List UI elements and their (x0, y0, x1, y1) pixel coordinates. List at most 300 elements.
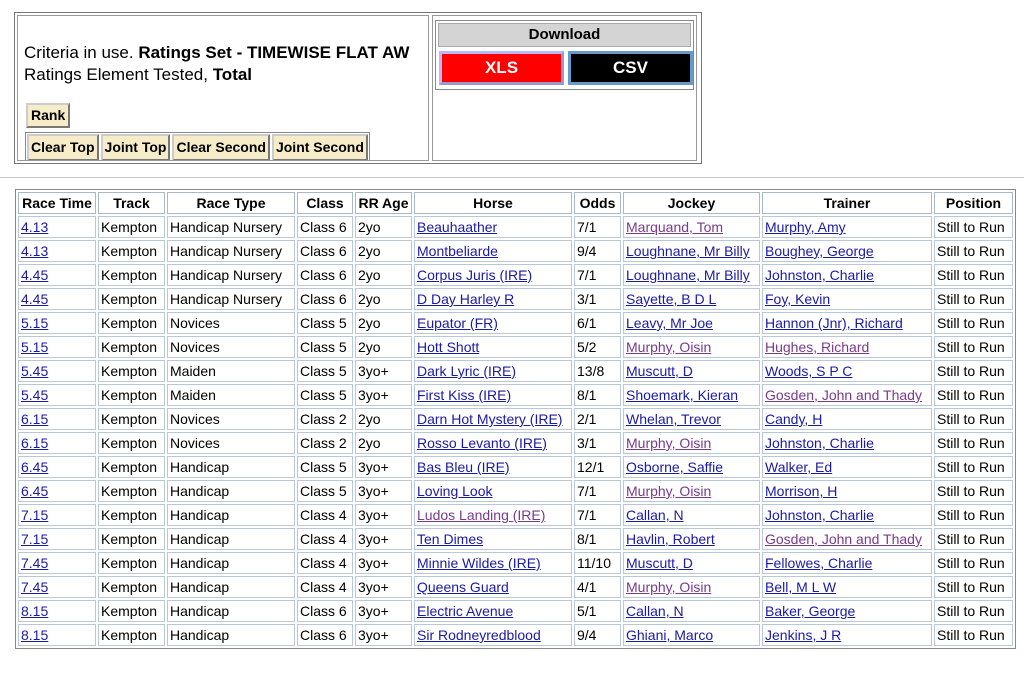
trainer-cell (762, 264, 932, 286)
track-cell: Kempton (98, 600, 165, 622)
trainer-cell (762, 312, 932, 334)
race-time-cell (18, 600, 96, 622)
race-time-link[interactable]: 5.45 (21, 363, 49, 379)
class-cell: Class 5 (297, 384, 353, 406)
race-time-link[interactable]: 6.45 (21, 483, 49, 499)
class-cell: Class 4 (297, 528, 353, 550)
horse-cell (414, 600, 572, 622)
table-row (18, 432, 1013, 454)
odds-cell: 11/10 (574, 552, 621, 574)
trainer-link[interactable]: Foy, Kevin (765, 291, 831, 307)
odds-cell: 9/4 (574, 624, 621, 646)
position-cell: Still to Run (934, 240, 1013, 262)
trainer-link[interactable]: Jenkins, J R (765, 627, 842, 643)
rr-age-cell: 3yo+ (355, 576, 412, 598)
race-type-cell: Maiden (167, 384, 295, 406)
rr-age-cell: 2yo (355, 288, 412, 310)
track-cell: Kempton (98, 576, 165, 598)
jockey-cell (623, 528, 760, 550)
position-cell: Still to Run (934, 216, 1013, 238)
horse-cell (414, 624, 572, 646)
race-type-cell: Novices (167, 336, 295, 358)
horse-link[interactable]: Queens Guard (417, 579, 509, 595)
odds-cell: 6/1 (574, 312, 621, 334)
rr-age-cell: 2yo (355, 216, 412, 238)
race-time-link[interactable]: 6.15 (21, 435, 49, 451)
table-row (18, 528, 1013, 550)
jockey-cell (623, 264, 760, 286)
horse-cell (414, 432, 572, 454)
jockey-link[interactable]: Muscutt, D (626, 363, 693, 379)
horse-cell (414, 408, 572, 430)
results-table-body (18, 216, 1013, 646)
trainer-cell (762, 504, 932, 526)
jockey-link[interactable]: Havlin, Robert (626, 531, 715, 547)
race-time-link[interactable]: 4.45 (21, 267, 49, 283)
horse-cell (414, 240, 572, 262)
jockey-link[interactable]: Callan, N (626, 507, 684, 523)
rr-age-cell: 3yo+ (355, 384, 412, 406)
results-table-container (15, 189, 1016, 649)
odds-cell: 12/1 (574, 456, 621, 478)
element-value: Total (212, 65, 253, 84)
jockey-link[interactable]: Murphy, Oisin (626, 483, 712, 499)
jockey-cell (623, 288, 760, 310)
jockey-link[interactable]: Leavy, Mr Joe (626, 315, 713, 331)
trainer-link[interactable]: Walker, Ed (765, 459, 833, 475)
race-time-cell (18, 576, 96, 598)
race-type-cell: Handicap (167, 576, 295, 598)
class-cell: Class 4 (297, 504, 353, 526)
odds-cell: 3/1 (574, 432, 621, 454)
race-type-cell: Handicap Nursery (167, 264, 295, 286)
race-type-cell: Maiden (167, 360, 295, 382)
class-cell: Class 4 (297, 552, 353, 574)
race-time-link[interactable]: 7.45 (21, 579, 49, 595)
track-cell: Kempton (98, 216, 165, 238)
rr-age-cell: 3yo+ (355, 504, 412, 526)
trainer-link[interactable]: Boughey, George (765, 243, 874, 259)
clear-second-button[interactable]: Clear Second (172, 134, 269, 161)
header-horse: Horse (414, 192, 572, 214)
trainer-cell (762, 336, 932, 358)
odds-cell: 8/1 (574, 384, 621, 406)
race-time-link[interactable]: 6.15 (21, 411, 49, 427)
track-cell: Kempton (98, 552, 165, 574)
position-cell: Still to Run (934, 624, 1013, 646)
race-type-cell: Handicap (167, 456, 295, 478)
header-position: Position (934, 192, 1013, 214)
track-cell: Kempton (98, 288, 165, 310)
jockey-link[interactable]: Shoemark, Kieran (626, 387, 739, 403)
trainer-link[interactable]: Johnston, Charlie (765, 435, 874, 451)
horse-cell (414, 504, 572, 526)
table-row (18, 456, 1013, 478)
class-cell: Class 5 (297, 360, 353, 382)
jockey-cell (623, 384, 760, 406)
class-cell: Class 6 (297, 288, 353, 310)
horse-link[interactable]: Dark Lyric (IRE) (417, 363, 517, 379)
trainer-cell (762, 288, 932, 310)
race-time-cell (18, 480, 96, 502)
trainer-link[interactable]: Fellowes, Charlie (765, 555, 873, 571)
download-csv-button[interactable]: CSV (568, 51, 693, 85)
odds-cell: 8/1 (574, 528, 621, 550)
race-type-cell: Handicap Nursery (167, 240, 295, 262)
race-time-cell (18, 312, 96, 334)
trainer-cell (762, 552, 932, 574)
position-cell: Still to Run (934, 504, 1013, 526)
rr-age-cell: 3yo+ (355, 552, 412, 574)
track-cell: Kempton (98, 456, 165, 478)
horse-cell (414, 336, 572, 358)
position-cell: Still to Run (934, 288, 1013, 310)
joint-second-button[interactable]: Joint Second (272, 134, 368, 161)
download-panel (435, 20, 694, 90)
race-type-cell: Handicap (167, 600, 295, 622)
race-time-cell (18, 384, 96, 406)
trainer-link[interactable]: Johnston, Charlie (765, 267, 874, 283)
jockey-link[interactable]: Loughnane, Mr Billy (626, 243, 750, 259)
race-type-cell: Novices (167, 312, 295, 334)
position-cell: Still to Run (934, 552, 1013, 574)
criteria-label: Criteria in use. (24, 43, 139, 62)
track-cell: Kempton (98, 480, 165, 502)
class-cell: Class 4 (297, 576, 353, 598)
class-cell: Class 6 (297, 264, 353, 286)
class-cell: Class 5 (297, 480, 353, 502)
trainer-cell (762, 408, 932, 430)
jockey-cell (623, 336, 760, 358)
jockey-link[interactable]: Marquand, Tom (626, 219, 724, 235)
odds-cell: 2/1 (574, 408, 621, 430)
table-row (18, 480, 1013, 502)
race-time-cell (18, 336, 96, 358)
horse-link[interactable]: D Day Harley R (417, 291, 515, 307)
jockey-link[interactable]: Murphy, Oisin (626, 435, 712, 451)
race-time-cell (18, 528, 96, 550)
trainer-cell (762, 360, 932, 382)
horse-link[interactable]: Ten Dimes (417, 531, 484, 547)
trainer-link[interactable]: Hannon (Jnr), Richard (765, 315, 903, 331)
horse-link[interactable]: Minnie Wildes (IRE) (417, 555, 541, 571)
odds-cell: 9/4 (574, 240, 621, 262)
track-cell: Kempton (98, 528, 165, 550)
trainer-link[interactable]: Candy, H (765, 411, 823, 427)
trainer-link[interactable]: Murphy, Amy (765, 219, 846, 235)
horse-link[interactable]: Montbeliarde (417, 243, 498, 259)
download-section (432, 15, 697, 161)
track-cell: Kempton (98, 432, 165, 454)
track-cell: Kempton (98, 240, 165, 262)
race-time-cell (18, 552, 96, 574)
odds-cell: 7/1 (574, 216, 621, 238)
table-row (18, 384, 1013, 406)
table-row (18, 216, 1013, 238)
odds-cell: 7/1 (574, 504, 621, 526)
jockey-link[interactable]: Loughnane, Mr Billy (626, 267, 750, 283)
rank-button[interactable]: Rank (26, 103, 70, 128)
table-row (18, 552, 1013, 574)
trainer-link[interactable]: Johnston, Charlie (765, 507, 874, 523)
horse-cell (414, 384, 572, 406)
rr-age-cell: 3yo+ (355, 600, 412, 622)
horse-link[interactable]: First Kiss (IRE) (417, 387, 512, 403)
header-race-time: Race Time (18, 192, 96, 214)
race-time-link[interactable]: 7.15 (21, 507, 49, 523)
position-cell: Still to Run (934, 312, 1013, 334)
table-row (18, 408, 1013, 430)
rr-age-cell: 3yo+ (355, 528, 412, 550)
element-label: Ratings Element Tested, (24, 65, 213, 84)
position-cell: Still to Run (934, 336, 1013, 358)
header-class: Class (297, 192, 353, 214)
race-type-cell: Novices (167, 432, 295, 454)
position-cell: Still to Run (934, 456, 1013, 478)
horse-link[interactable]: Darn Hot Mystery (IRE) (417, 411, 563, 427)
horse-link[interactable]: Beauhaather (417, 219, 498, 235)
race-type-cell: Handicap (167, 624, 295, 646)
race-time-link[interactable]: 8.15 (21, 603, 49, 619)
trainer-link[interactable]: Gosden, John and Thady (765, 531, 922, 547)
results-table (15, 189, 1016, 649)
jockey-cell (623, 504, 760, 526)
class-cell: Class 5 (297, 456, 353, 478)
rr-age-cell: 2yo (355, 312, 412, 334)
rr-age-cell: 2yo (355, 432, 412, 454)
header-track: Track (98, 192, 165, 214)
odds-cell: 5/2 (574, 336, 621, 358)
class-cell: Class 2 (297, 432, 353, 454)
position-cell: Still to Run (934, 360, 1013, 382)
odds-cell: 5/1 (574, 600, 621, 622)
class-cell: Class 6 (297, 600, 353, 622)
jockey-cell (623, 408, 760, 430)
trainer-link[interactable]: Hughes, Richard (765, 339, 870, 355)
header-race-type: Race Type (167, 192, 295, 214)
horse-link[interactable]: Sir Rodneyredblood (417, 627, 541, 643)
jockey-link[interactable]: Osborne, Saffie (626, 459, 724, 475)
download-title: Download (438, 23, 691, 47)
table-row (18, 312, 1013, 334)
race-time-link[interactable]: 4.13 (21, 219, 49, 235)
horse-cell (414, 480, 572, 502)
trainer-cell (762, 576, 932, 598)
class-cell: Class 5 (297, 336, 353, 358)
jockey-link[interactable]: Murphy, Oisin (626, 579, 712, 595)
position-cell: Still to Run (934, 528, 1013, 550)
jockey-link[interactable]: Whelan, Trevor (626, 411, 721, 427)
odds-cell: 13/8 (574, 360, 621, 382)
rr-age-cell: 2yo (355, 336, 412, 358)
clear-top-button[interactable]: Clear Top (27, 134, 99, 161)
race-type-cell: Handicap (167, 480, 295, 502)
trainer-cell (762, 528, 932, 550)
race-time-link[interactable]: 4.13 (21, 243, 49, 259)
table-row (18, 600, 1013, 622)
jockey-cell (623, 312, 760, 334)
track-cell: Kempton (98, 624, 165, 646)
horse-link[interactable]: Hott Shott (417, 339, 480, 355)
race-time-cell (18, 360, 96, 382)
race-type-cell: Novices (167, 408, 295, 430)
odds-cell: 3/1 (574, 288, 621, 310)
position-cell: Still to Run (934, 408, 1013, 430)
criteria-line-element (24, 64, 409, 86)
jockey-link[interactable]: Callan, N (626, 603, 684, 619)
odds-cell: 7/1 (574, 264, 621, 286)
horse-cell (414, 288, 572, 310)
odds-cell: 4/1 (574, 576, 621, 598)
horse-cell (414, 552, 572, 574)
trainer-cell (762, 216, 932, 238)
table-row (18, 360, 1013, 382)
rr-age-cell: 2yo (355, 264, 412, 286)
horse-link[interactable]: Bas Bleu (IRE) (417, 459, 510, 475)
jockey-cell (623, 600, 760, 622)
jockey-cell (623, 576, 760, 598)
race-time-link[interactable]: 5.15 (21, 315, 49, 331)
jockey-cell (623, 240, 760, 262)
horse-link[interactable]: Rosso Levanto (IRE) (417, 435, 547, 451)
criteria-panel (14, 12, 702, 164)
jockey-cell (623, 432, 760, 454)
download-xls-button[interactable]: XLS (439, 51, 564, 85)
criteria-text (24, 42, 409, 86)
trainer-link[interactable]: Baker, George (765, 603, 856, 619)
track-cell: Kempton (98, 504, 165, 526)
track-cell: Kempton (98, 336, 165, 358)
horse-cell (414, 360, 572, 382)
table-row (18, 288, 1013, 310)
track-cell: Kempton (98, 312, 165, 334)
table-header-row (18, 192, 1013, 214)
trainer-link[interactable]: Woods, S P C (765, 363, 853, 379)
class-cell: Class 6 (297, 216, 353, 238)
track-cell: Kempton (98, 408, 165, 430)
jockey-link[interactable]: Sayette, B D L (626, 291, 717, 307)
race-time-link[interactable]: 7.45 (21, 555, 49, 571)
horse-cell (414, 576, 572, 598)
rr-age-cell: 3yo+ (355, 360, 412, 382)
track-cell: Kempton (98, 360, 165, 382)
race-time-cell (18, 624, 96, 646)
horse-cell (414, 528, 572, 550)
position-cell: Still to Run (934, 264, 1013, 286)
horse-link[interactable]: Corpus Juris (IRE) (417, 267, 533, 283)
rr-age-cell: 3yo+ (355, 480, 412, 502)
race-time-cell (18, 456, 96, 478)
jockey-cell (623, 624, 760, 646)
trainer-link[interactable]: Gosden, John and Thady (765, 387, 922, 403)
horse-link[interactable]: Electric Avenue (417, 603, 514, 619)
separator-line (0, 177, 1024, 178)
trainer-link[interactable]: Bell, M L W (765, 579, 837, 595)
trainer-cell (762, 432, 932, 454)
race-time-link[interactable]: 5.45 (21, 387, 49, 403)
criteria-line-ratings-set (24, 42, 409, 64)
rr-age-cell: 2yo (355, 240, 412, 262)
table-row (18, 264, 1013, 286)
position-cell: Still to Run (934, 384, 1013, 406)
jockey-cell (623, 456, 760, 478)
race-time-cell (18, 288, 96, 310)
position-cell: Still to Run (934, 432, 1013, 454)
trainer-cell (762, 480, 932, 502)
rr-age-cell: 3yo+ (355, 456, 412, 478)
horse-link[interactable]: Loving Look (417, 483, 493, 499)
position-cell: Still to Run (934, 600, 1013, 622)
horse-cell (414, 264, 572, 286)
position-cell: Still to Run (934, 576, 1013, 598)
race-time-link[interactable]: 7.15 (21, 531, 49, 547)
track-cell: Kempton (98, 264, 165, 286)
header-jockey: Jockey (623, 192, 760, 214)
jockey-cell (623, 216, 760, 238)
class-cell: Class 6 (297, 240, 353, 262)
table-row (18, 240, 1013, 262)
stat-button-group (25, 132, 370, 161)
jockey-link[interactable]: Muscutt, D (626, 555, 693, 571)
horse-link[interactable]: Eupator (FR) (417, 315, 498, 331)
race-time-cell (18, 504, 96, 526)
ratings-set-value: Ratings Set - TIMEWISE FLAT AW (138, 43, 410, 62)
odds-cell: 7/1 (574, 480, 621, 502)
jockey-link[interactable]: Ghiani, Marco (626, 627, 714, 643)
horse-cell (414, 312, 572, 334)
jockey-link[interactable]: Murphy, Oisin (626, 339, 712, 355)
race-type-cell: Handicap (167, 504, 295, 526)
jockey-cell (623, 360, 760, 382)
trainer-cell (762, 384, 932, 406)
table-row (18, 576, 1013, 598)
race-time-cell (18, 264, 96, 286)
trainer-cell (762, 456, 932, 478)
trainer-link[interactable]: Morrison, H (765, 483, 838, 499)
class-cell: Class 6 (297, 624, 353, 646)
race-time-cell (18, 408, 96, 430)
race-type-cell: Handicap (167, 552, 295, 574)
trainer-cell (762, 240, 932, 262)
joint-top-button[interactable]: Joint Top (101, 134, 171, 161)
horse-link[interactable]: Ludos Landing (IRE) (417, 507, 546, 523)
race-time-link[interactable]: 6.45 (21, 459, 49, 475)
class-cell: Class 5 (297, 312, 353, 334)
header-trainer: Trainer (762, 192, 932, 214)
race-type-cell: Handicap Nursery (167, 216, 295, 238)
header-rr-age: RR Age (355, 192, 412, 214)
class-cell: Class 2 (297, 408, 353, 430)
criteria-section (17, 15, 429, 161)
table-row (18, 504, 1013, 526)
race-time-cell (18, 432, 96, 454)
table-row (18, 336, 1013, 358)
rr-age-cell: 3yo+ (355, 624, 412, 646)
trainer-cell (762, 624, 932, 646)
header-odds: Odds (574, 192, 621, 214)
race-time-link[interactable]: 8.15 (21, 627, 49, 643)
race-time-link[interactable]: 5.15 (21, 339, 49, 355)
horse-cell (414, 216, 572, 238)
jockey-cell (623, 480, 760, 502)
race-type-cell: Handicap Nursery (167, 288, 295, 310)
track-cell: Kempton (98, 384, 165, 406)
trainer-cell (762, 600, 932, 622)
horse-cell (414, 456, 572, 478)
race-time-link[interactable]: 4.45 (21, 291, 49, 307)
position-cell: Still to Run (934, 480, 1013, 502)
race-time-cell (18, 240, 96, 262)
